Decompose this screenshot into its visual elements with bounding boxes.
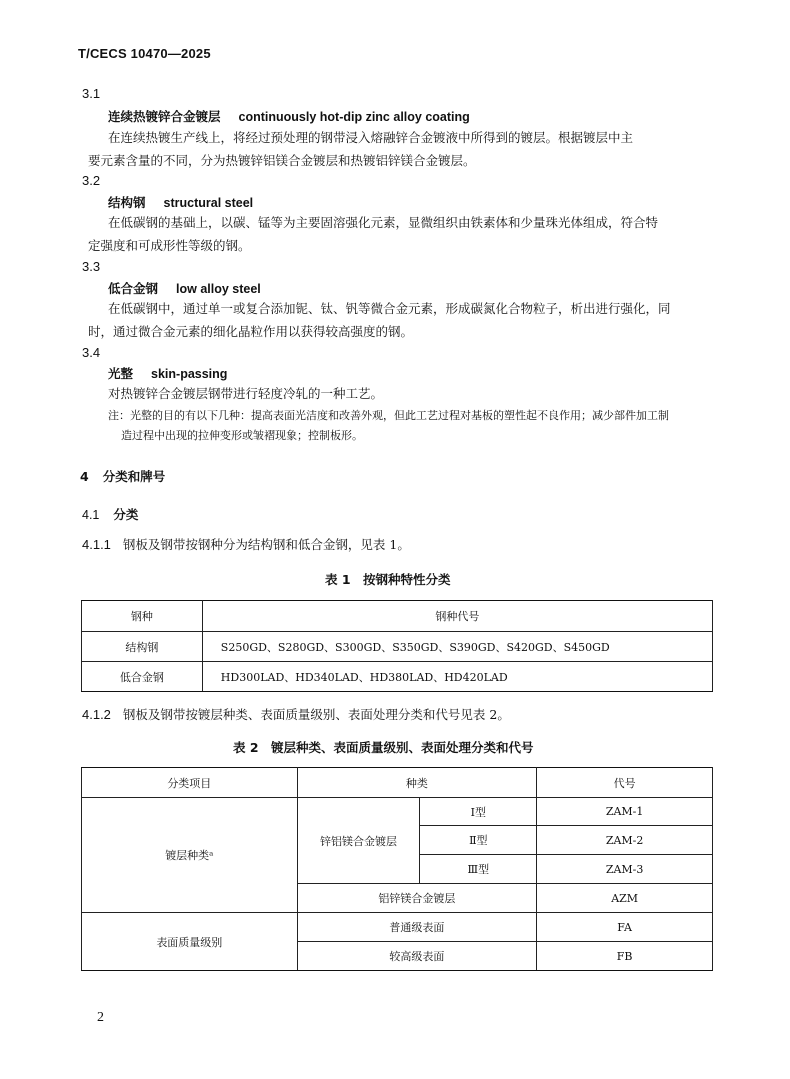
table-cell: AZM [537,884,713,913]
clause-number: 3.1 [82,86,101,101]
table-cell: 铝锌镁合金镀层 [297,884,537,913]
clause-number: 4.1.1 [82,537,111,552]
standard-id: T/CECS 10470—2025 [78,46,211,61]
table-cell: Ⅲ型 [420,855,537,884]
term-zh: 连续热镀锌合金镀层 [108,109,221,124]
table-header-cell: 钢种代号 [202,601,712,632]
table-cell: FA [537,913,713,942]
definition-line: 定强度和可成形性等级的钢。 [88,238,251,253]
term-zh: 结构钢 [108,195,146,210]
table2 [81,767,713,971]
table-cell: Ⅱ型 [420,826,537,855]
term-en: continuously hot-dip zinc alloy coating [238,110,470,124]
table-header-cell: 分类项目 [82,768,298,798]
term-zh: 光整 [108,366,134,381]
term-heading [108,107,470,125]
clause-body: 钢板及钢带按镀层种类、表面质量级别、表面处理分类和代号见表 2。 [122,707,510,722]
table-cell: 表面质量级别 [82,913,298,971]
table-cell: ZAM-1 [537,798,713,826]
clause-number: 3.2 [82,173,101,188]
table-header-row [82,768,713,798]
table-header-row [82,601,713,632]
definition-line: 在低碳钢的基础上，以碳、锰等为主要固溶强化元素，显微组织由铁素体和少量珠光体组成，符合特 [108,215,659,230]
table-cell: 较高级表面 [297,942,537,971]
table-cell: Ⅰ型 [420,798,537,826]
definition-line: 在连续热镀生产线上，将经过预处理的钢带浸入熔融锌合金镀液中所得到的镀层。根据镀层中主 [108,130,634,145]
table-row [82,913,713,942]
note-line: 注：光整的目的有以下几种：提高表面光洁度和改善外观，但此工艺过程对基板的塑性起不良作用；减少部件加工制 [108,409,669,422]
table-row [82,662,713,692]
table2-caption: 表 2 镀层种类、表面质量级别、表面处理分类和代号 [233,740,534,755]
chapter-number: 4 [80,469,89,484]
term-en: skin-passing [151,367,228,381]
clause-number: 3.4 [82,345,101,360]
table-header-cell: 种类 [297,768,537,798]
term-heading [108,193,253,211]
table-cell: 低合金钢 [82,662,203,692]
term-zh: 低合金钢 [108,281,159,296]
table-cell: 镀层种类ᵃ [82,798,298,913]
table-header-cell: 钢种 [82,601,203,632]
chapter-title: 分类和牌号 [102,469,166,484]
definition-line: 对热镀锌合金镀层钢带进行轻度冷轧的一种工艺。 [108,386,384,401]
term-en: structural steel [163,196,254,210]
table-cell: ZAM-3 [537,855,713,884]
term-heading [108,364,227,382]
table-cell: 锌铝镁合金镀层 [297,798,420,884]
term-en: low alloy steel [176,282,261,296]
section-title: 分类 [113,507,139,522]
section-heading [82,505,138,523]
table-cell: S250GD、S280GD、S300GD、S350GD、S390GD、S420GD、S450GD [202,632,712,662]
clause-body: 钢板及钢带按钢种分为结构钢和低合金钢，见表 1。 [122,537,410,552]
table-cell: 结构钢 [82,632,203,662]
note-line: 造过程中出现的拉伸变形或皱褶现象；控制板形。 [121,429,363,442]
table-header-cell: 代号 [537,768,713,798]
chapter-heading [80,467,165,485]
definition-line: 要元素含量的不同，分为热镀锌铝镁合金镀层和热镀铝锌镁合金镀层。 [88,153,476,168]
section-number: 4.1 [82,508,100,522]
clause-text [82,533,410,556]
table-row [82,632,713,662]
table1 [81,600,713,692]
table-cell: 普通级表面 [297,913,537,942]
term-heading [108,279,261,297]
definition-line: 时，通过微合金元素的细化晶粒作用以获得较高强度的钢。 [88,324,414,339]
table1-caption: 表 1 按钢种特性分类 [325,572,451,587]
definition-line: 在低碳钢中，通过单一或复合添加铌、钛、钒等微合金元素，形成碳氮化合物粒子，析出进行强化，同 [108,301,671,316]
table-cell: FB [537,942,713,971]
table-row [82,798,713,826]
table-cell: HD300LAD、HD340LAD、HD380LAD、HD420LAD [202,662,712,692]
page-number: 2 [97,1010,104,1025]
clause-number: 3.3 [82,259,101,274]
clause-number: 4.1.2 [82,707,111,722]
table-cell: ZAM-2 [537,826,713,855]
clause-text [82,703,510,726]
